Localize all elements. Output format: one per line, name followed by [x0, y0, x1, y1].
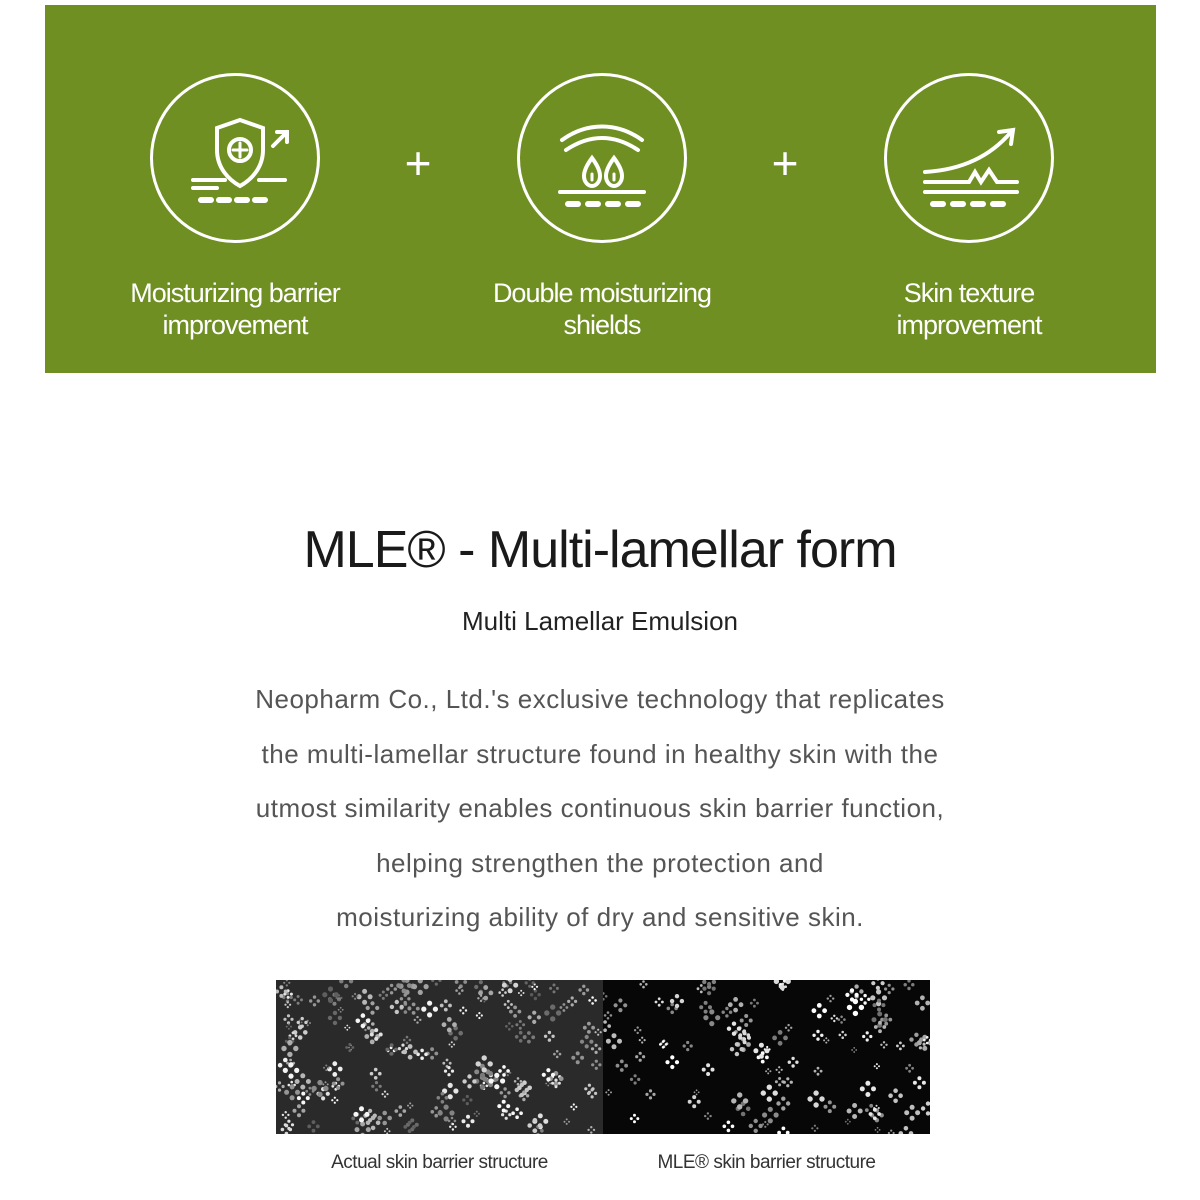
- plus-icon: +: [404, 137, 432, 189]
- feature-circle: [884, 73, 1054, 243]
- feature-texture: [799, 73, 1139, 341]
- feature-label: Moisturizing barrier improvement: [130, 278, 340, 340]
- plus-icon: +: [771, 137, 799, 189]
- feature-circle: [517, 73, 687, 243]
- actual-skin-caption: Actual skin barrier structure: [331, 1152, 548, 1173]
- actual-skin-micrograph: [276, 980, 603, 1134]
- page-subtitle: Multi Lamellar Emulsion: [462, 606, 738, 636]
- description-paragraph: Neopharm Co., Ltd.'s exclusive technology that replicates the multi-lamellar structure found in healthy skin with the utmost similarity enables continuous skin barrier function, helping strengthen the protection and moisturizing ability of dry and sensitive skin.: [255, 684, 945, 932]
- comparison-images: [276, 980, 930, 1134]
- mle-skin-caption: MLE® skin barrier structure: [657, 1152, 876, 1173]
- page-title: MLE® - Multi-lamellar form: [303, 521, 897, 579]
- skin-texture-arrow-icon: [899, 88, 1039, 228]
- feature-shields: [432, 73, 772, 341]
- feature-circle: [150, 73, 320, 243]
- feature-label: Double moisturizing shields: [492, 278, 712, 340]
- water-drops-shield-icon: [532, 88, 672, 228]
- features-banner: [45, 5, 1156, 373]
- feature-barrier: [65, 73, 405, 341]
- shield-barrier-icon: [165, 88, 305, 228]
- mle-skin-micrograph: [603, 980, 930, 1134]
- feature-label: Skin texture improvement: [896, 278, 1042, 340]
